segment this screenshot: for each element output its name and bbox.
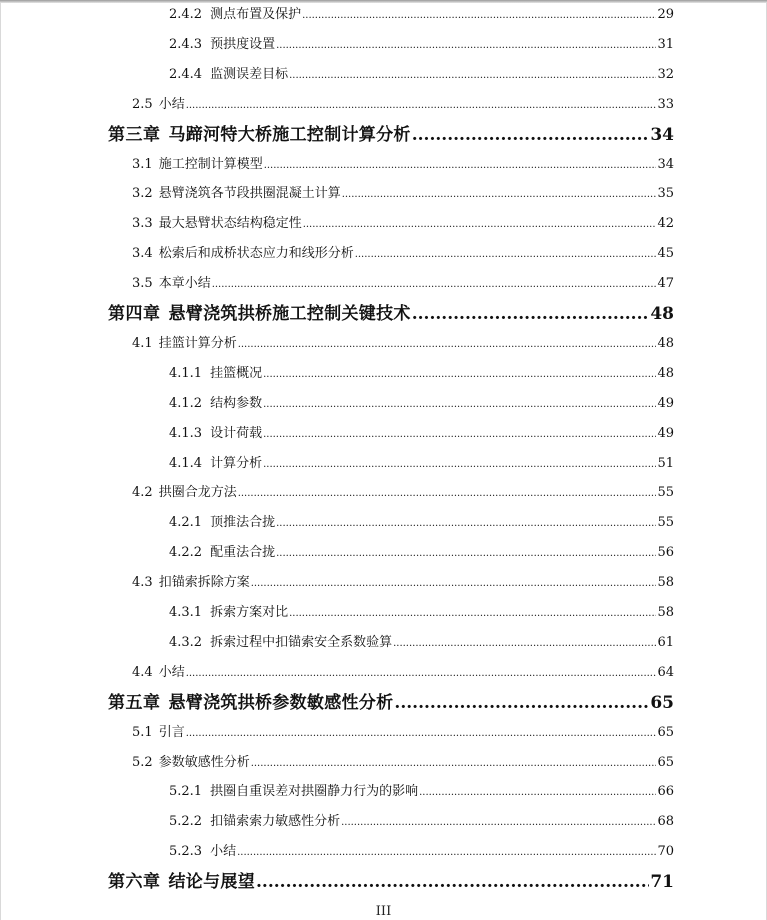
toc-subsection-entry[interactable] <box>169 541 674 565</box>
toc-entry-page-number: 65 <box>657 754 674 770</box>
toc-entry-page-number: 48 <box>650 304 674 324</box>
toc-entry-number: 4.1.1 <box>169 365 203 381</box>
toc-entry-number: 4.2 <box>132 485 153 501</box>
toc-entry-title: 预拱度设置 <box>210 36 276 52</box>
toc-entry-page-number: 58 <box>657 605 674 620</box>
toc-dot-leader <box>251 571 657 595</box>
toc-entry-title: 小结 <box>210 844 237 860</box>
toc-entry-number: 4.3.1 <box>169 605 203 620</box>
toc-subsection-entry[interactable] <box>169 362 674 386</box>
toc-entry-page-number: 31 <box>657 36 674 52</box>
toc-entry-page-number: 47 <box>657 276 674 292</box>
toc-entry-number: 4.2.2 <box>169 545 203 561</box>
toc-entry-title: 计算分析 <box>210 455 263 471</box>
toc-entry-title: 挂篮概况 <box>210 365 263 381</box>
toc-section-entry[interactable] <box>132 332 674 356</box>
toc-entry-title: 悬臂浇筑拱桥参数敏感性分析 <box>168 692 394 713</box>
page-number: III <box>375 904 392 919</box>
toc-entry-page-number: 71 <box>650 872 674 893</box>
toc-entry-page-number: 64 <box>657 664 674 680</box>
toc-chapter-entry[interactable] <box>108 123 674 147</box>
toc-entry-page-number: 70 <box>657 844 674 860</box>
toc-entry-title: 最大悬臂状态结构稳定性 <box>158 216 302 232</box>
toc-subsection-entry[interactable] <box>169 511 674 535</box>
toc-dot-leader <box>238 332 657 356</box>
toc-dot-leader <box>303 212 657 236</box>
toc-dot-leader <box>289 63 656 87</box>
toc-entry-page-number: 61 <box>657 634 674 650</box>
toc-entry-page-number: 68 <box>657 814 674 830</box>
toc-section-entry[interactable] <box>132 721 674 745</box>
toc-entry-number: 2.5 <box>132 96 153 112</box>
toc-dot-leader <box>186 661 657 685</box>
toc-section-entry[interactable] <box>132 661 674 685</box>
toc-subsection-entry[interactable] <box>169 840 674 864</box>
toc-entry-title: 扣锚索索力敏感性分析 <box>210 814 341 830</box>
toc-entry-title: 测点布置及保护 <box>210 7 302 22</box>
toc-entry-page-number: 65 <box>650 692 674 713</box>
toc-section-entry[interactable] <box>132 212 674 236</box>
toc-section-entry[interactable] <box>132 751 674 775</box>
toc-entry-number: 5.1 <box>132 724 153 740</box>
toc-entry-title: 施工控制计算模型 <box>158 156 263 172</box>
toc-entry-page-number: 48 <box>657 365 674 381</box>
toc-subsection-entry[interactable] <box>169 631 674 655</box>
toc-entry-title: 本章小结 <box>158 276 211 292</box>
toc-subsection-entry[interactable] <box>169 422 674 446</box>
toc-entry-page-number: 45 <box>657 246 674 262</box>
toc-entry-number: 2.4.4 <box>169 66 203 82</box>
toc-entry-page-number: 34 <box>650 124 674 145</box>
toc-entry-page-number: 55 <box>657 485 674 501</box>
toc-dot-leader <box>263 452 656 476</box>
toc-dot-leader <box>237 840 656 864</box>
toc-dot-leader <box>186 93 657 117</box>
toc-entry-page-number: 58 <box>657 575 674 591</box>
toc-subsection-entry[interactable] <box>169 3 674 27</box>
toc-entry-title: 悬臂浇筑各节段拱圈混凝土计算 <box>158 186 341 202</box>
toc-entry-number: 4.1.3 <box>169 425 203 441</box>
toc-entry-number: 2.4.2 <box>169 7 203 22</box>
toc-chapter-entry[interactable] <box>108 691 674 715</box>
toc-entry-page-number: 42 <box>657 216 674 232</box>
toc-entry-number: 4.1.2 <box>169 395 203 411</box>
toc-dot-leader <box>342 182 657 206</box>
toc-entry-page-number: 49 <box>657 425 674 441</box>
toc-entry-title: 参数敏感性分析 <box>158 754 250 770</box>
toc-dot-leader <box>419 780 656 804</box>
toc-section-entry[interactable] <box>132 571 674 595</box>
toc-entry-title: 拱圈合龙方法 <box>158 485 237 501</box>
toc-entry-page-number: 29 <box>657 7 674 22</box>
toc-entry-page-number: 51 <box>657 455 674 471</box>
toc-entry-number: 4.1.4 <box>169 455 203 471</box>
toc-entry-page-number: 35 <box>657 186 674 202</box>
toc-dot-leader <box>263 392 656 416</box>
toc-dot-leader <box>302 3 656 27</box>
toc-entry-title: 引言 <box>158 724 185 740</box>
toc-entry-page-number: 48 <box>657 335 674 351</box>
toc-entry-number: 第六章 <box>108 872 161 893</box>
toc-entry-number: 3.5 <box>132 276 153 292</box>
toc-dot-leader <box>256 870 649 894</box>
toc-dot-leader <box>276 33 656 57</box>
toc-entry-number: 4.4 <box>132 664 153 680</box>
toc-entry-number: 5.2.2 <box>169 814 203 830</box>
toc-entry-page-number: 65 <box>657 724 674 740</box>
toc-entry-page-number: 32 <box>657 66 674 82</box>
toc-dot-leader <box>289 601 656 625</box>
toc-subsection-entry[interactable] <box>169 810 674 834</box>
toc-entry-number: 5.2.3 <box>169 844 203 860</box>
toc-entry-page-number: 49 <box>657 395 674 411</box>
toc-entry-number: 4.2.1 <box>169 515 203 531</box>
toc-dot-leader <box>412 302 650 326</box>
toc-entry-title: 监测误差目标 <box>210 66 289 82</box>
toc-subsection-entry[interactable] <box>169 601 674 625</box>
toc-entry-number: 5.2.1 <box>169 784 203 800</box>
toc-dot-leader <box>276 511 656 535</box>
toc-entry-title: 拆索过程中扣锚索安全系数验算 <box>210 634 393 650</box>
toc-dot-leader <box>412 123 650 147</box>
toc-entry-title: 小结 <box>158 664 185 680</box>
toc-entry-page-number: 55 <box>657 515 674 531</box>
toc-entry-number: 第五章 <box>108 692 161 713</box>
toc-entry-title: 配重法合拢 <box>210 545 276 561</box>
toc-dot-leader <box>263 422 656 446</box>
toc-subsection-entry[interactable] <box>169 452 674 476</box>
toc-dot-leader <box>393 631 656 655</box>
toc-entry-title: 马蹄河特大桥施工控制计算分析 <box>168 124 411 145</box>
toc-entry-number: 2.4.3 <box>169 36 203 52</box>
toc-dot-leader <box>263 362 656 386</box>
toc-entry-page-number: 56 <box>657 545 674 561</box>
toc-subsection-entry[interactable] <box>169 63 674 87</box>
toc-section-entry[interactable] <box>132 242 674 266</box>
toc-dot-leader <box>251 751 657 775</box>
toc-entry-number: 5.2 <box>132 754 153 770</box>
toc-subsection-entry[interactable] <box>169 392 674 416</box>
toc-entry-title: 悬臂浇筑拱桥施工控制关键技术 <box>168 304 411 324</box>
toc-subsection-entry[interactable] <box>169 780 674 804</box>
toc-entry-number: 4.3 <box>132 575 153 591</box>
toc-dot-leader <box>394 691 649 715</box>
toc-entry-number: 3.4 <box>132 246 153 262</box>
toc-dot-leader <box>276 541 656 565</box>
toc-dot-leader <box>355 242 657 266</box>
toc-entry-title: 松索后和成桥状态应力和线形分析 <box>158 246 354 262</box>
toc-entry-title: 拱圈自重误差对拱圈静力行为的影响 <box>210 784 419 800</box>
toc-chapter-entry[interactable] <box>108 870 674 894</box>
toc-entry-title: 设计荷载 <box>210 425 263 441</box>
toc-entry-page-number: 33 <box>657 96 674 112</box>
toc-entry-title: 拆索方案对比 <box>210 605 289 620</box>
toc-entry-number: 第三章 <box>108 124 161 145</box>
toc-entry-number: 3.2 <box>132 186 153 202</box>
toc-entry-page-number: 66 <box>657 784 674 800</box>
toc-entry-title: 顶推法合拢 <box>210 515 276 531</box>
toc-section-entry[interactable] <box>132 481 674 505</box>
toc-dot-leader <box>264 153 657 177</box>
toc-section-entry[interactable] <box>132 272 674 296</box>
toc-section-entry[interactable] <box>132 153 674 177</box>
toc-entry-number: 4.3.2 <box>169 634 203 650</box>
toc-entry-number: 3.3 <box>132 216 153 232</box>
toc-entry-title: 结构参数 <box>210 395 263 411</box>
toc-entry-number: 4.1 <box>132 335 153 351</box>
toc-dot-leader <box>186 721 657 745</box>
toc-dot-leader <box>238 481 657 505</box>
toc-entry-title: 挂篮计算分析 <box>158 335 237 351</box>
toc-dot-leader <box>341 810 656 834</box>
toc-subsection-entry[interactable] <box>169 33 674 57</box>
toc-dot-leader <box>212 272 657 296</box>
toc-chapter-entry[interactable] <box>108 302 674 326</box>
toc-entry-number: 3.1 <box>132 156 153 172</box>
toc-entry-number: 第四章 <box>108 304 161 324</box>
toc-section-entry[interactable] <box>132 93 674 117</box>
toc-entry-title: 小结 <box>158 96 185 112</box>
toc-entry-title: 结论与展望 <box>168 872 255 893</box>
toc-entry-title: 扣锚索拆除方案 <box>158 575 250 591</box>
toc-entry-page-number: 34 <box>657 156 674 172</box>
toc-section-entry[interactable] <box>132 182 674 206</box>
